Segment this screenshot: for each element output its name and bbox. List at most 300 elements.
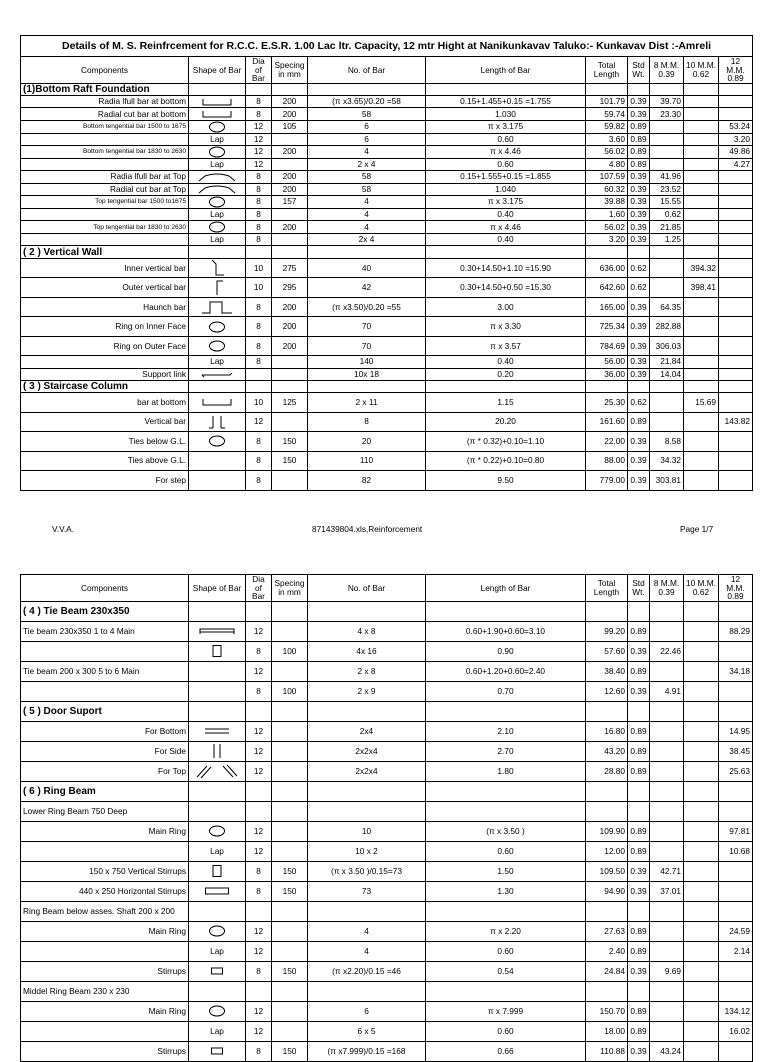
bar-shape-top-bar-icon [189,171,246,183]
empty-cell [308,701,426,721]
empty-cell [684,801,719,821]
weight-8mm [650,621,684,641]
weight-12mm: 14.95 [719,721,753,741]
table-row [21,145,753,158]
table-row [21,721,753,741]
table-row [21,171,753,183]
header-length: Length of Bar [426,575,586,602]
bar-shape-stirrup-small-icon [189,961,246,981]
header-spacing: Specing in mm [272,57,308,84]
empty-cell [719,781,753,801]
empty-cell [719,246,753,258]
no-of-bar: 4x 16 [308,641,426,661]
no-of-bar: 6 [308,1001,426,1021]
weight-12mm [719,356,753,368]
table-row [21,108,753,120]
spacing [272,721,308,741]
bar-shape-diag-icon [189,761,246,781]
dia-of-bar: 8 [246,641,272,661]
empty-cell [308,781,426,801]
empty-cell [272,601,308,621]
total-length: 4.80 [586,158,628,170]
no-of-bar: (π x 3.50 )/0.15=73 [308,861,426,881]
weight-12mm [719,234,753,246]
section-title: ( 2 ) Vertical Wall [21,246,189,258]
weight-10mm [684,641,719,661]
no-of-bar: 70 [308,336,426,356]
bar-shape-u-bar-icon [189,108,246,120]
weight-12mm [719,432,753,452]
dia-of-bar: 12 [246,145,272,158]
spacing: 200 [272,183,308,195]
std-wt: 0.39 [628,861,650,881]
weight-12mm [719,336,753,356]
spacing [272,841,308,861]
table-row [21,208,753,220]
length-of-bar: (π * 0.32)+0.10=1.10 [426,432,586,452]
component-name: Support link [21,368,189,380]
spacing: 275 [272,258,308,278]
component-name: For Side [21,741,189,761]
no-of-bar: (π x2.20)/0.15 =46 [308,961,426,981]
component-name [21,158,189,170]
empty-cell [246,981,272,1001]
component-name: Radia lfull bar at bottom [21,96,189,108]
reinforcement-sheet-2 [20,574,752,1062]
empty-cell [586,981,628,1001]
spacing: 100 [272,681,308,701]
empty-cell [308,801,426,821]
weight-12mm: 4.27 [719,158,753,170]
total-length: 60.32 [586,183,628,195]
no-of-bar: 2x2x4 [308,741,426,761]
weight-8mm [650,145,684,158]
table-row [21,234,753,246]
component-name: Ring on Outer Face [21,336,189,356]
dia-of-bar: 8 [246,681,272,701]
lap-label: Lap [189,133,246,145]
weight-10mm [684,297,719,317]
dia-of-bar: 12 [246,921,272,941]
bar-shape-ring-icon [189,1001,246,1021]
length-of-bar: π x 3.57 [426,336,586,356]
subsection-row [21,901,753,921]
section-title: ( 6 ) Ring Beam [21,781,189,801]
std-wt: 0.39 [628,1041,650,1061]
std-wt: 0.89 [628,841,650,861]
weight-10mm [684,921,719,941]
weight-8mm [650,721,684,741]
weight-10mm [684,171,719,183]
std-wt: 0.89 [628,412,650,432]
empty-cell [684,981,719,1001]
empty-cell [189,246,246,258]
weight-10mm [684,336,719,356]
weight-8mm: 1.25 [650,234,684,246]
weight-10mm [684,761,719,781]
total-length: 56.00 [586,356,628,368]
component-name: Top tengential bar 1830 to 2630 [21,221,189,234]
weight-12mm: 49.86 [719,145,753,158]
component-name: Stirrups [21,1041,189,1061]
length-of-bar: 3.00 [426,297,586,317]
component-name: For Bottom [21,721,189,741]
length-of-bar: 1.15 [426,393,586,413]
total-length: 59.74 [586,108,628,120]
header-std-wt: Std Wt. [628,57,650,84]
empty-cell [246,781,272,801]
std-wt: 0.39 [628,961,650,981]
bar-shape-u-bar-icon [189,96,246,108]
dia-of-bar: 12 [246,120,272,133]
bar-shape-ring-icon [189,921,246,941]
weight-10mm [684,861,719,881]
section-row [21,83,753,95]
weight-10mm [684,1021,719,1041]
empty-cell [308,380,426,392]
std-wt: 0.39 [628,297,650,317]
spacing [272,471,308,491]
dia-of-bar: 12 [246,412,272,432]
weight-10mm [684,208,719,220]
no-of-bar: 42 [308,278,426,298]
dia-of-bar: 8 [246,234,272,246]
length-of-bar: 1.50 [426,861,586,881]
empty-cell [650,701,684,721]
weight-8mm: 21.85 [650,221,684,234]
no-of-bar: 10 x 2 [308,841,426,861]
component-name: 150 x 750 Vertical Stirrups [21,861,189,881]
empty-cell [586,83,628,95]
table-row [21,195,753,208]
bar-shape-haunch-icon [189,297,246,317]
bar-shape-ring-icon [189,317,246,337]
section-row [21,701,753,721]
empty-cell [189,781,246,801]
total-length: 161.60 [586,412,628,432]
dia-of-bar: 8 [246,881,272,901]
empty-cell [586,601,628,621]
total-length: 725.34 [586,317,628,337]
component-name: For step [21,471,189,491]
total-length: 101.79 [586,96,628,108]
total-length: 28.80 [586,761,628,781]
weight-12mm [719,881,753,901]
weight-10mm [684,183,719,195]
weight-8mm [650,821,684,841]
empty-cell [586,701,628,721]
dia-of-bar: 8 [246,96,272,108]
empty-cell [586,380,628,392]
empty-cell [272,901,308,921]
total-length: 642.60 [586,278,628,298]
lap-label: Lap [189,841,246,861]
total-length: 1.60 [586,208,628,220]
weight-10mm [684,432,719,452]
bar-shape-double-h-icon [189,721,246,741]
weight-12mm: 88.29 [719,621,753,641]
weight-10mm [684,145,719,158]
weight-12mm [719,208,753,220]
component-name: Ring on Inner Face [21,317,189,337]
table-row [21,393,753,413]
std-wt: 0.39 [628,368,650,380]
std-wt: 0.89 [628,133,650,145]
table-row [21,841,753,861]
empty-cell [684,601,719,621]
lap-label: Lap [189,941,246,961]
weight-8mm [650,258,684,278]
total-length: 24.84 [586,961,628,981]
empty-cell [628,801,650,821]
bar-shape-cell [189,451,246,471]
dia-of-bar: 12 [246,1021,272,1041]
table-row [21,881,753,901]
spacing [272,621,308,641]
empty-cell [189,901,246,921]
spacing [272,133,308,145]
header-total-length: Total Length [586,575,628,602]
empty-cell [272,701,308,721]
spacing [272,1021,308,1041]
weight-8mm: 9.69 [650,961,684,981]
spacing: 150 [272,1041,308,1061]
dia-of-bar: 8 [246,861,272,881]
bar-shape-ring-icon [189,432,246,452]
weight-10mm [684,120,719,133]
empty-cell [650,83,684,95]
empty-cell [426,83,586,95]
dia-of-bar: 12 [246,661,272,681]
weight-12mm [719,393,753,413]
std-wt: 0.39 [628,183,650,195]
no-of-bar: (π x3.50)/0.20 =55 [308,297,426,317]
std-wt: 0.62 [628,258,650,278]
weight-10mm [684,841,719,861]
section-row [21,380,753,392]
empty-cell [586,781,628,801]
dia-of-bar: 8 [246,221,272,234]
weight-12mm [719,368,753,380]
weight-12mm [719,108,753,120]
length-of-bar: 1.040 [426,183,586,195]
header-no-of-bar: No. of Bar [308,57,426,84]
component-name: Main Ring [21,921,189,941]
spacing [272,368,308,380]
dia-of-bar: 8 [246,183,272,195]
weight-8mm: 282.88 [650,317,684,337]
table-row [21,861,753,881]
table-row [21,258,753,278]
weight-8mm: 22.46 [650,641,684,661]
spacing [272,741,308,761]
weight-12mm: 2.14 [719,941,753,961]
dia-of-bar: 10 [246,258,272,278]
weight-12mm: 134.12 [719,1001,753,1021]
weight-12mm [719,258,753,278]
total-length: 59.82 [586,120,628,133]
no-of-bar: 10x 18 [308,368,426,380]
empty-cell [719,380,753,392]
no-of-bar: 82 [308,471,426,491]
empty-cell [719,981,753,1001]
weight-8mm: 14.04 [650,368,684,380]
weight-8mm: 41.96 [650,171,684,183]
weight-10mm [684,961,719,981]
empty-cell [246,901,272,921]
spacing: 200 [272,96,308,108]
dia-of-bar: 12 [246,133,272,145]
no-of-bar: 2x2x4 [308,761,426,781]
no-of-bar: 2 x 8 [308,661,426,681]
no-of-bar: 4 [308,221,426,234]
length-of-bar: 0.20 [426,368,586,380]
header-8mm: 8 M.M. 0.39 [650,575,684,602]
spacing: 200 [272,171,308,183]
no-of-bar: 58 [308,171,426,183]
component-name: Top tengential bar 1500 to1675 [21,195,189,208]
header-components: Components [21,57,189,84]
std-wt: 0.89 [628,1001,650,1021]
total-length: 12.60 [586,681,628,701]
std-wt: 0.89 [628,741,650,761]
dia-of-bar: 8 [246,451,272,471]
dia-of-bar: 12 [246,821,272,841]
spacing [272,356,308,368]
bar-shape-double-v-icon [189,741,246,761]
empty-cell [272,981,308,1001]
no-of-bar: 8 [308,412,426,432]
lap-label: Lap [189,208,246,220]
component-name: Main Ring [21,1001,189,1021]
weight-8mm: 4.91 [650,681,684,701]
table-row [21,741,753,761]
length-of-bar: π x 2.20 [426,921,586,941]
total-length: 38.40 [586,661,628,681]
table-row [21,278,753,298]
component-name: Radial cut bar at Top [21,183,189,195]
empty-cell [628,246,650,258]
no-of-bar: 6 [308,120,426,133]
std-wt: 0.39 [628,356,650,368]
weight-10mm: 394.32 [684,258,719,278]
weight-12mm [719,96,753,108]
lap-label: Lap [189,234,246,246]
weight-8mm [650,841,684,861]
no-of-bar: (π x7.999)/0.15 =168 [308,1041,426,1061]
std-wt: 0.39 [628,336,650,356]
std-wt: 0.89 [628,120,650,133]
std-wt: 0.39 [628,471,650,491]
no-of-bar: 40 [308,258,426,278]
dia-of-bar: 8 [246,471,272,491]
weight-12mm [719,183,753,195]
bar-shape-u-bar-icon [189,393,246,413]
std-wt: 0.62 [628,393,650,413]
section-title: ( 5 ) Door Suport [21,701,189,721]
table-row [21,471,753,491]
header-spacing: Specing in mm [272,575,308,602]
length-of-bar: 0.60+1.90+0.60=3.10 [426,621,586,641]
total-length: 109.90 [586,821,628,841]
weight-8mm [650,1021,684,1041]
weight-12mm: 16.02 [719,1021,753,1041]
empty-cell [426,781,586,801]
total-length: 27.63 [586,921,628,941]
bar-shape-stirrup-tall-icon [189,861,246,881]
dia-of-bar: 12 [246,741,272,761]
component-name: For Top [21,761,189,781]
length-of-bar: (π * 0.22)+0.10=0.80 [426,451,586,471]
weight-12mm [719,451,753,471]
no-of-bar: 10 [308,821,426,841]
weight-8mm [650,761,684,781]
bar-shape-l-inner-icon [189,258,246,278]
table-header-row [21,57,753,84]
table-row [21,941,753,961]
spacing: 150 [272,861,308,881]
spacing [272,941,308,961]
table-row [21,821,753,841]
dia-of-bar: 8 [246,356,272,368]
empty-cell [719,701,753,721]
spacing: 125 [272,393,308,413]
bar-shape-vert-icon [189,412,246,432]
weight-10mm [684,1041,719,1061]
weight-8mm: 42.71 [650,861,684,881]
dia-of-bar: 12 [246,761,272,781]
section-title: (1)Bottom Raft Foundation [21,83,189,95]
weight-8mm: 64.35 [650,297,684,317]
header-12mm: 12 M.M. 0.89 [719,575,753,602]
header-total-length: Total Length [586,57,628,84]
subsection-title: Ring Beam below asses. Shaft 200 x 200 [21,901,189,921]
length-of-bar: 0.60 [426,158,586,170]
empty-cell [628,380,650,392]
std-wt: 0.39 [628,881,650,901]
empty-cell [246,601,272,621]
component-name: Haunch bar [21,297,189,317]
component-name: Tie beam 200 x 300 5 to 6 Main [21,661,189,681]
spacing: 150 [272,432,308,452]
no-of-bar: 58 [308,183,426,195]
weight-12mm: 10.68 [719,841,753,861]
bar-shape-top-bar-icon [189,183,246,195]
weight-10mm [684,941,719,961]
table-row [21,681,753,701]
no-of-bar: 4 [308,145,426,158]
total-length: 25.30 [586,393,628,413]
no-of-bar: 4 [308,195,426,208]
empty-cell [719,801,753,821]
weight-12mm: 38.45 [719,741,753,761]
no-of-bar: 2 x 9 [308,681,426,701]
component-name: Tie beam 230x350 1 to 4 Main [21,621,189,641]
std-wt: 0.39 [628,317,650,337]
no-of-bar: 73 [308,881,426,901]
total-length: 94.90 [586,881,628,901]
length-of-bar: π x 3.30 [426,317,586,337]
dia-of-bar: 8 [246,195,272,208]
no-of-bar: (π x3.65)/0.20 =58 [308,96,426,108]
empty-cell [189,701,246,721]
total-length: 165.00 [586,297,628,317]
spacing: 157 [272,195,308,208]
spacing: 200 [272,317,308,337]
weight-10mm [684,317,719,337]
table-row [21,368,753,380]
length-of-bar: 0.15+1.555+0.15 =1.855 [426,171,586,183]
